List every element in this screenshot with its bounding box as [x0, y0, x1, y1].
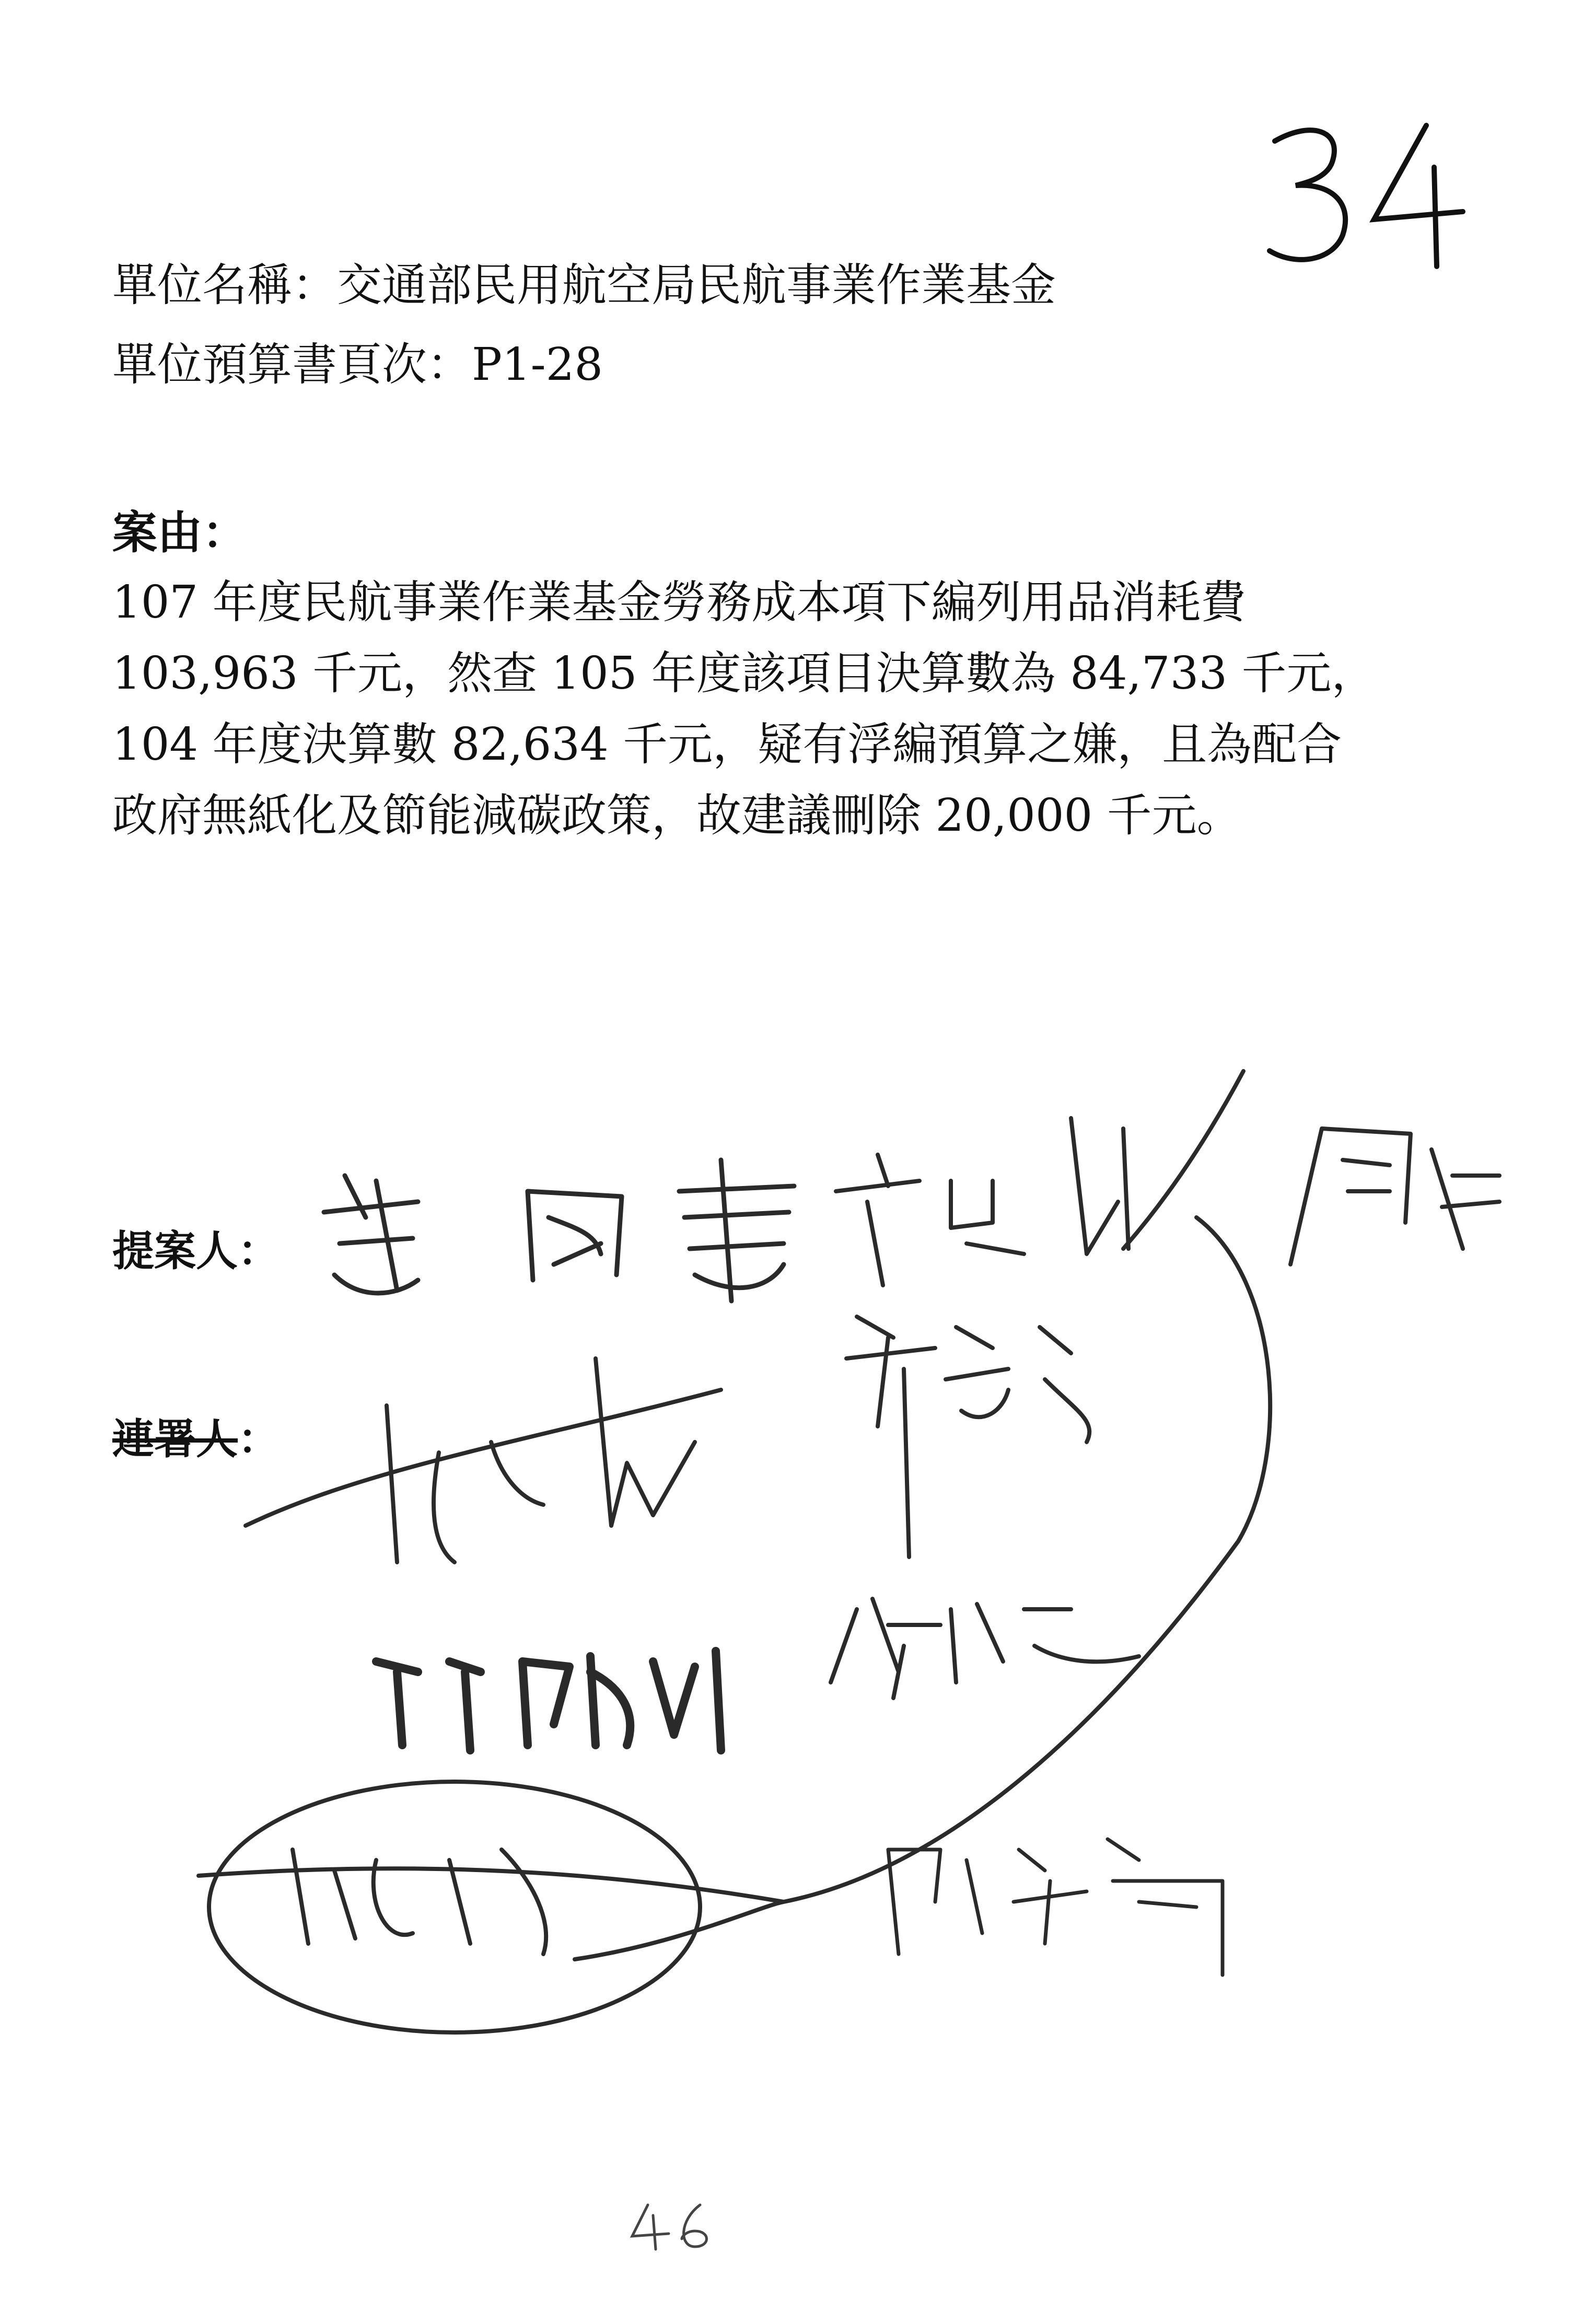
- signature-6: [846, 1317, 1089, 1557]
- case-heading: 案由：: [112, 506, 247, 559]
- cosigner-label-colon: ：: [238, 1414, 280, 1463]
- case-line-2: 103,963 千元，然查 105 年度該項目決算數為 84,733 千元，: [112, 647, 1377, 700]
- unit-name-line: 單位名稱：交通部民用航空局民航事業作業基金: [112, 259, 1056, 311]
- signature-2: [528, 1191, 622, 1280]
- signature-5: [1290, 1129, 1499, 1264]
- case-line-1: 107 年度民航事業作業基金勞務成本項下編列用品消耗費: [112, 576, 1246, 629]
- signature-11: [888, 1839, 1223, 1975]
- signature-9: [376, 1651, 721, 1750]
- case-line-4: 政府無紙化及節能減碳政策，故建議刪除 20,000 千元。: [112, 789, 1242, 842]
- handwritten-footer-number: [622, 2194, 726, 2257]
- cosigner-label-text: 連署人: [112, 1414, 238, 1463]
- budget-page-line: 單位預算書頁次：P1-28: [112, 339, 603, 391]
- signature-10: [199, 1217, 1270, 2032]
- proposer-label: 提案人：: [112, 1226, 280, 1275]
- signature-7: [246, 1358, 721, 1562]
- signature-3: [679, 1160, 794, 1301]
- case-line-3: 104 年度決算數 82,634 千元，疑有浮編預算之嫌，且為配合: [112, 718, 1342, 771]
- signature-8: [831, 1599, 1139, 1698]
- signature-4: [836, 1071, 1243, 1285]
- signature-1: [324, 1176, 418, 1293]
